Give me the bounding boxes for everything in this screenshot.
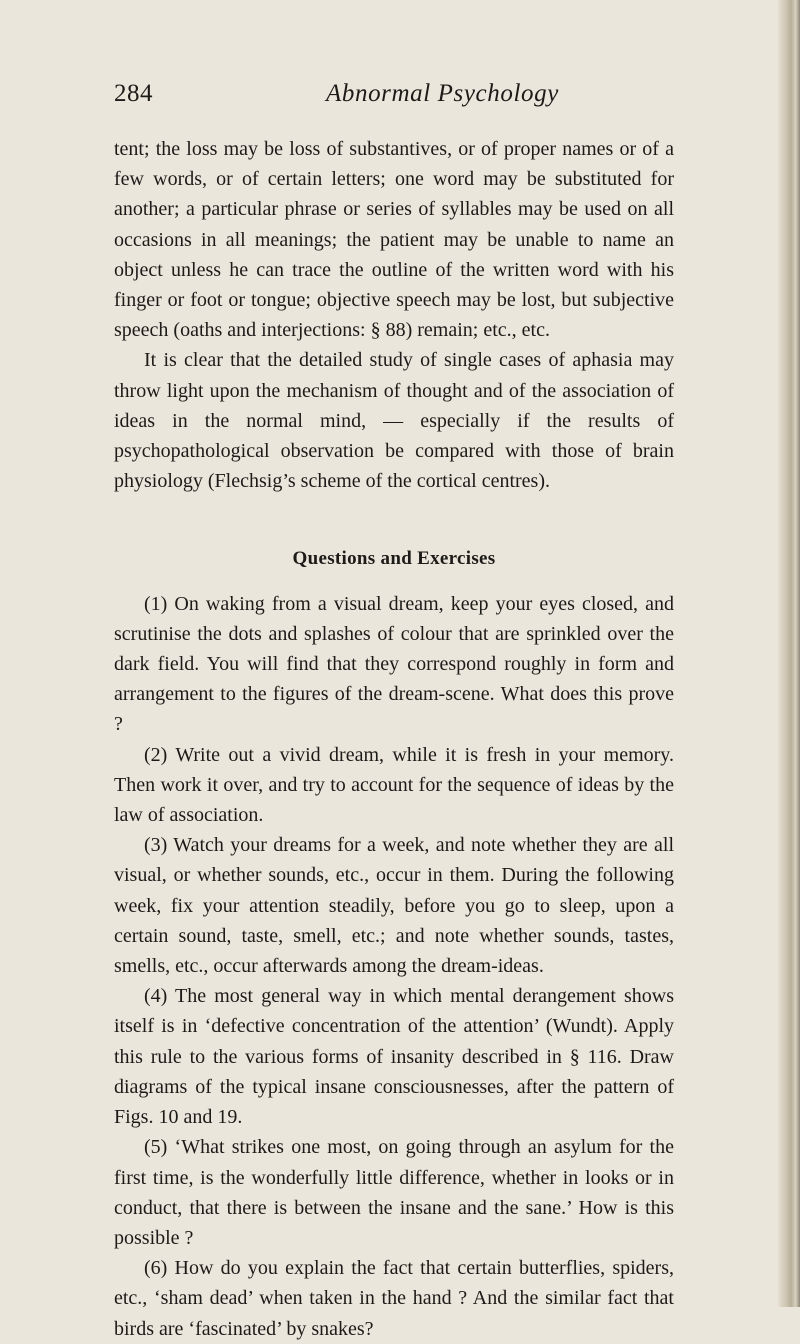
running-head	[114, 80, 674, 120]
paragraph-aphasia: It is clear that the detailed study of single cases of aphasia may throw light upon the mechanism of thought and of the association of ideas in the normal mind, — especially if the results of psychopathological observation be compared with those of brain physiology (Flechsig’s scheme of the cortical centres).	[114, 349, 674, 493]
page-body	[114, 134, 674, 1344]
question-3: (3) Watch your dreams for a week, and note whether they are all visual, or whether sounds, etc., occur in them. During the following week, fix your attention steadily, before you go to sleep, upon a certain sound, taste, smell, etc.; and note whether sounds, tastes, smells, etc., occur afterwards among the dream-ideas.	[114, 834, 674, 978]
question-5: (5) ‘What strikes one most, on going through an asylum for the first time, is the wonderfully little difference, whether in looks or in conduct, that there is between the insane and the sane.’ How is this possible ?	[114, 1136, 674, 1249]
page-edge-shadow	[778, 0, 800, 1307]
page-number: 284	[114, 80, 153, 107]
question-2: (2) Write out a vivid dream, while it is fresh in your memory. Then work it over, and try to account for the sequence of ideas by the law of association.	[114, 743, 674, 827]
question-4: (4) The most general way in which mental derangement shows itself is in ‘defective concentration of the attention’ (Wundt). Apply this rule to the various forms of insanity described in § 116. Draw diagrams of the typical insane consciousnesses, after the pattern of Figs. 10 and 19.	[114, 985, 674, 1129]
section-heading: Questions and Exercises	[292, 548, 496, 570]
question-6: (6) How do you explain the fact that certain butterflies, spiders, etc., ‘sham dead’ when taken in the hand ? And the similar fact that birds are ‘fascinated’ by snakes?	[114, 1257, 674, 1340]
book-title: Abnormal Psychology	[326, 80, 559, 107]
question-1: (1) On waking from a visual dream, keep your eyes closed, and scrutinise the dots and splashes of colour that are sprinkled over the dark field. You will find that they correspond roughly in form and arrangement to the figures of the dream-scene. What does this prove ?	[114, 592, 674, 736]
paragraph-continued: tent; the loss may be loss of substantives, or of proper names or of a few words, or of certain letters; one word may be substituted for another; a particular phrase or series of syllables may be used on all occasions in all meanings; the patient may be unable to name an object unless he can trace the outline of the written word with his finger or foot or tongue; objective speech may be lost, but subjective speech (oaths and interjections: § 88) remain; etc., etc.	[114, 138, 674, 342]
